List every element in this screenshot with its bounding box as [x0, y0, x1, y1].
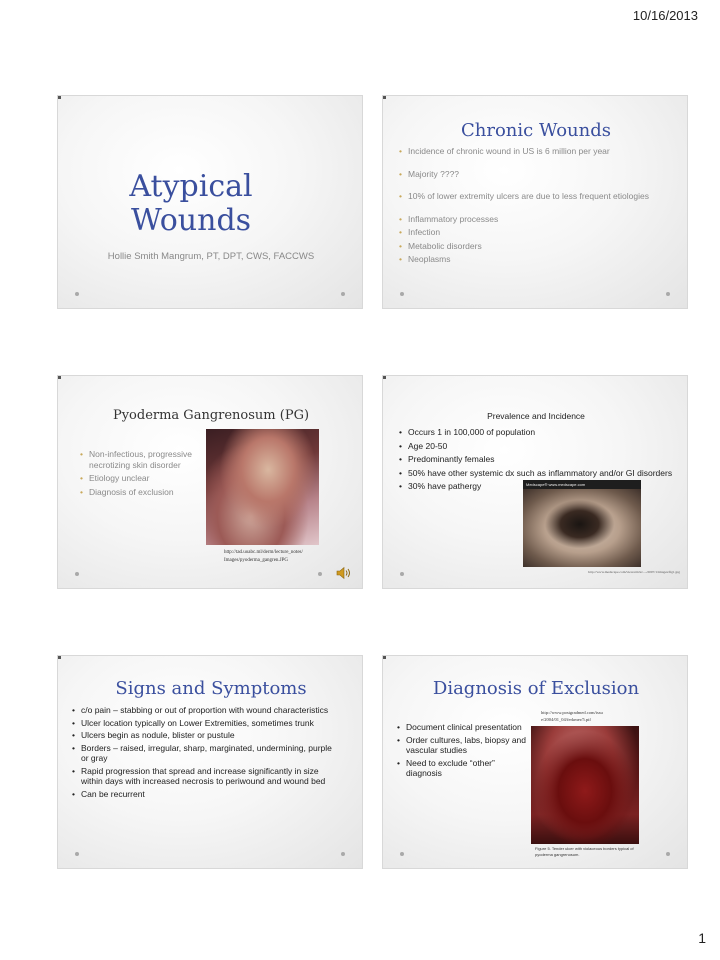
list-item: • Infection	[399, 227, 669, 238]
slide-5	[57, 655, 363, 869]
bullet-list	[399, 146, 669, 265]
bullet-list	[80, 449, 220, 497]
image-source	[541, 709, 641, 723]
slide-title: Prevalence and Incidence	[487, 411, 585, 421]
slide-dot-left	[400, 852, 404, 856]
title-line-2: Wounds	[130, 203, 252, 238]
slide-title: Signs and Symptoms	[115, 678, 307, 699]
slide-corner-mark	[383, 376, 386, 379]
slide-6	[382, 655, 688, 869]
slide-corner-mark	[58, 656, 61, 659]
list-item: • Ulcers begin as nodule, blister or pustule	[72, 730, 337, 741]
slide-title: Pyoderma Gangrenosum (PG)	[112, 408, 310, 423]
image-source-line: http://www.postgradmed.com/issu	[541, 710, 603, 715]
slide-1	[57, 95, 363, 309]
figure-caption: Figure 5. Tender ulcer with violaceous borders typical of pyoderma gangrenosum.	[535, 846, 634, 857]
slide-dot-left	[75, 292, 79, 296]
slide-dot-left	[75, 852, 79, 856]
title-line-1: Atypical	[129, 169, 253, 204]
list-item: • Document clinical presentation	[397, 722, 527, 733]
list-item: • 30% have pathergy	[399, 481, 679, 492]
list-item: • Majority ????	[399, 169, 669, 180]
slide-dot-left	[400, 572, 404, 576]
slide-corner-mark	[58, 96, 61, 99]
list-item: • Diagnosis of exclusion	[80, 487, 220, 498]
image-source	[224, 549, 303, 565]
speaker-icon[interactable]	[336, 566, 352, 580]
list-item: • 50% have other systemic dx such as inflammatory and/or GI disorders	[399, 468, 679, 479]
list-item: • Occurs 1 in 100,000 of population	[399, 427, 679, 438]
slide-dot-right	[341, 292, 345, 296]
slide-3	[57, 375, 363, 589]
list-item: • Incidence of chronic wound in US is 6 million per year	[399, 146, 669, 157]
slide-dot-left	[75, 572, 79, 576]
list-item: • Predominantly females	[399, 454, 679, 465]
list-item: • c/o pain – stabbing or out of proportion with wound characteristics	[72, 705, 337, 716]
slide-corner-mark	[58, 376, 61, 379]
image-source-line: e/2004/01_04/ferkmer/5.pif	[541, 717, 591, 722]
slide-corner-mark	[383, 96, 386, 99]
list-item: • Order cultures, labs, biopsy and vascular studies	[397, 735, 527, 756]
slide-title: Chronic Wounds	[460, 120, 612, 141]
slide-title: Diagnosis of Exclusion	[432, 678, 640, 699]
list-item: • 10% of lower extremity ulcers are due to less frequent etiologies	[399, 191, 669, 202]
wound-photo	[531, 726, 639, 844]
list-item: • Rapid progression that spread and increase significantly in size within days with increased necrosis to periwound and wound bed	[72, 766, 337, 787]
slide-dot-right	[318, 572, 322, 576]
list-item: • Age 20-50	[399, 441, 679, 452]
image-source-line: Images/pyoderma_gangren.JPG	[224, 558, 289, 563]
slide-dot-left	[400, 292, 404, 296]
list-item: • Neoplasms	[399, 254, 669, 265]
photo-header: Medscape® www.medscape.com	[523, 480, 641, 489]
page-number: 1	[698, 930, 706, 946]
bullet-list	[397, 722, 527, 781]
list-item: • Ulcer location typically on Lower Extremities, sometimes trunk	[72, 718, 337, 729]
slide-title	[76, 170, 306, 238]
list-item: • Inflammatory processes	[399, 214, 669, 225]
page-date: 10/16/2013	[632, 8, 698, 23]
author: Hollie Smith Mangrum, PT, DPT, CWS, FACCWS	[107, 251, 315, 262]
list-item: • Can be recurrent	[72, 789, 337, 800]
list-item: • Non-infectious, progressive necrotizing skin disorder	[80, 449, 220, 470]
slide-dot-right	[341, 852, 345, 856]
list-item: • Borders – raised, irregular, sharp, marginated, undermining, purple or gray	[72, 743, 337, 764]
bullet-list	[72, 705, 337, 801]
list-item: • Metabolic disorders	[399, 241, 669, 252]
slide-dot-right	[666, 292, 670, 296]
wound-photo	[523, 489, 641, 567]
image-source-line: http://tad.uoabc.ml/derm/lecture_notes/	[224, 550, 303, 555]
slide-4	[382, 375, 688, 589]
list-item: • Etiology unclear	[80, 473, 220, 484]
slide-dot-right	[666, 852, 670, 856]
list-item: • Need to exclude “other” diagnosis	[397, 758, 527, 779]
image-source: http://www.medscape.com/viewarticle/..../2007/1/images/fig1.jpg	[588, 570, 680, 574]
slide-2	[382, 95, 688, 309]
slide-corner-mark	[383, 656, 386, 659]
wound-photo	[206, 429, 319, 545]
